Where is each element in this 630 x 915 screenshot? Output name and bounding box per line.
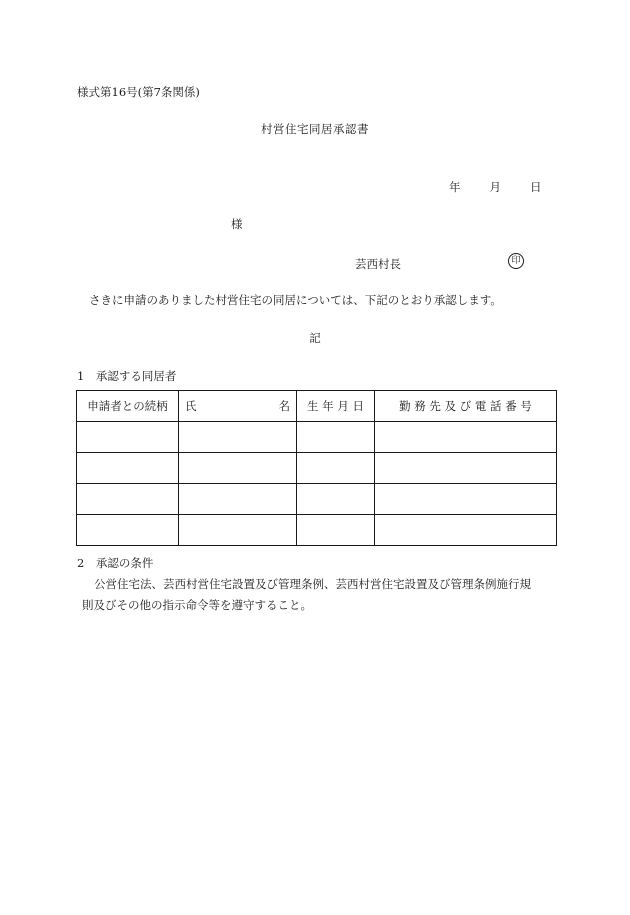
- issuer-name: 芸西村長: [355, 257, 401, 271]
- header-name: [179, 391, 297, 422]
- date-day-label: 日: [530, 180, 542, 194]
- cell-name[interactable]: [179, 484, 297, 515]
- form-number: 様式第16号(第7条関係): [77, 85, 200, 99]
- document-title: 村営住宅同居承認書: [261, 122, 369, 136]
- table-row: [77, 422, 557, 453]
- conditions-text-line2: 則及びその他の指示命令等を遵守すること。: [82, 598, 312, 612]
- cell-date-of-birth[interactable]: [297, 484, 375, 515]
- conditions-text-line1: 公営住宅法、芸西村営住宅設置及び管理条例、芸西村営住宅設置及び管理条例施行規: [94, 577, 531, 591]
- table-header-row: [77, 391, 557, 422]
- cell-workplace-phone[interactable]: [375, 422, 557, 453]
- cell-date-of-birth[interactable]: [297, 422, 375, 453]
- cell-name[interactable]: [179, 515, 297, 546]
- cell-workplace-phone[interactable]: [375, 515, 557, 546]
- date-month-label: 月: [489, 180, 501, 194]
- date-line: [449, 179, 542, 195]
- header-workplace-phone: 勤 務 先 及 び 電 話 番 号: [375, 391, 557, 422]
- ki-heading: 記: [309, 331, 321, 345]
- date-year-label: 年: [449, 180, 461, 194]
- cell-workplace-phone[interactable]: [375, 484, 557, 515]
- header-name-given: 名: [278, 399, 290, 413]
- approval-statement: さきに申請のありました村営住宅の同居については、下記のとおり承認します。: [89, 293, 502, 307]
- table-row: [77, 484, 557, 515]
- seal-mark: 印: [508, 253, 524, 269]
- cell-relation[interactable]: [77, 515, 179, 546]
- header-date-of-birth: 生 年 月 日: [297, 391, 375, 422]
- header-name-family: 氏: [185, 399, 197, 413]
- cell-relation[interactable]: [77, 484, 179, 515]
- cell-date-of-birth[interactable]: [297, 515, 375, 546]
- table-row: [77, 453, 557, 484]
- cell-name[interactable]: [179, 453, 297, 484]
- section1-heading: 1 承認する同居者: [77, 369, 177, 383]
- table-row: [77, 515, 557, 546]
- cohabitant-table: [76, 390, 557, 546]
- addressee-suffix: 様: [231, 217, 243, 231]
- cell-relation[interactable]: [77, 453, 179, 484]
- header-relation: 申請者との続柄: [77, 391, 179, 422]
- cell-workplace-phone[interactable]: [375, 453, 557, 484]
- cell-relation[interactable]: [77, 422, 179, 453]
- cell-name[interactable]: [179, 422, 297, 453]
- section2-heading: 2 承認の条件: [77, 556, 154, 570]
- cell-date-of-birth[interactable]: [297, 453, 375, 484]
